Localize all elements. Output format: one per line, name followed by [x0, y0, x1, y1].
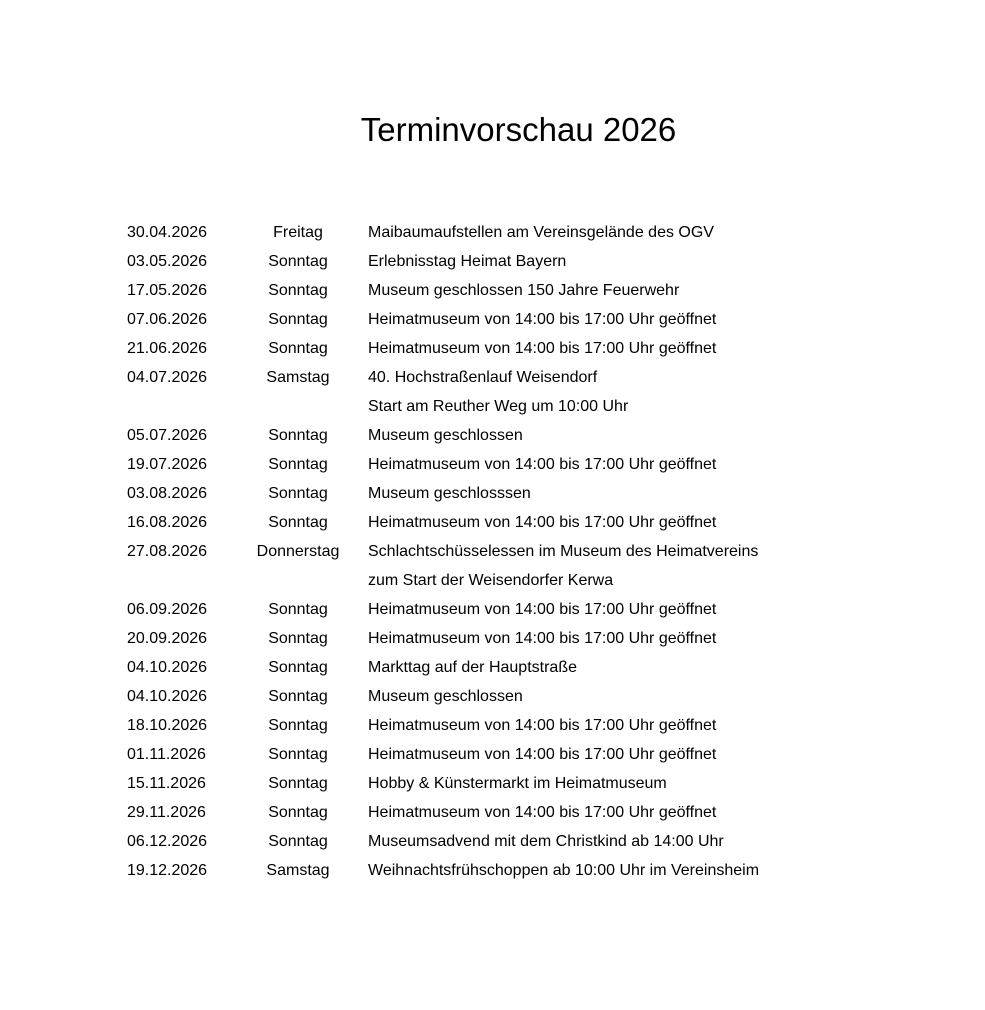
event-date: 29.11.2026 [127, 804, 206, 822]
event-date: 03.08.2026 [127, 485, 208, 503]
event-date: 17.05.2026 [127, 282, 208, 300]
event-weekday: Sonntag [268, 456, 328, 474]
event-weekday: Sonntag [268, 601, 328, 619]
schedule-row [127, 624, 925, 653]
event-date: 20.09.2026 [127, 630, 208, 648]
event-date: 16.08.2026 [127, 514, 208, 532]
event-weekday: Samstag [266, 369, 330, 387]
schedule-row [127, 856, 925, 885]
schedule-row [127, 218, 925, 247]
event-date: 27.08.2026 [127, 543, 208, 561]
event-date: 01.11.2026 [127, 746, 206, 764]
schedule-row [127, 827, 925, 856]
schedule-row [127, 769, 925, 798]
schedule-row [127, 450, 925, 479]
schedule-row-continuation [127, 566, 925, 595]
event-weekday: Sonntag [268, 282, 328, 300]
event-weekday: Sonntag [268, 804, 328, 822]
event-description: Museumsadvend mit dem Christkind ab 14:00 Uhr [368, 833, 724, 851]
event-date: 06.12.2026 [127, 833, 208, 851]
event-weekday: Sonntag [268, 630, 328, 648]
schedule-row [127, 334, 925, 363]
event-weekday: Freitag [273, 224, 323, 242]
event-description: Heimatmuseum von 14:00 bis 17:00 Uhr geöffnet [368, 746, 717, 764]
schedule-row [127, 537, 925, 566]
schedule-row [127, 595, 925, 624]
event-weekday [237, 392, 359, 421]
schedule-table [127, 218, 925, 885]
event-date: 30.04.2026 [127, 224, 208, 242]
event-weekday: Sonntag [268, 688, 328, 706]
event-weekday: Sonntag [268, 775, 328, 793]
event-date: 07.06.2026 [127, 311, 208, 329]
event-date: 15.11.2026 [127, 775, 206, 793]
event-description: Schlachtschüsselessen im Museum des Heimatvereins [368, 543, 759, 561]
event-description: Maibaumaufstellen am Vereinsgelände des OGV [368, 224, 714, 242]
event-description: Heimatmuseum von 14:00 bis 17:00 Uhr geöffnet [368, 514, 717, 532]
event-description: Start am Reuther Weg um 10:00 Uhr [368, 398, 629, 416]
event-description: Heimatmuseum von 14:00 bis 17:00 Uhr geöffnet [368, 717, 717, 735]
event-date [127, 566, 237, 595]
event-description: Heimatmuseum von 14:00 bis 17:00 Uhr geöffnet [368, 804, 717, 822]
event-description: Museum geschlosssen [368, 485, 531, 503]
schedule-row [127, 798, 925, 827]
event-description: Museum geschlossen 150 Jahre Feuerwehr [368, 282, 680, 300]
event-weekday: Sonntag [268, 833, 328, 851]
schedule-row [127, 682, 925, 711]
event-description: 40. Hochstraßenlauf Weisendorf [368, 369, 598, 387]
schedule-row [127, 711, 925, 740]
schedule-row-continuation [127, 392, 925, 421]
event-description: Erlebnisstag Heimat Bayern [368, 253, 567, 271]
schedule-row [127, 421, 925, 450]
schedule-row [127, 363, 925, 392]
schedule-row [127, 740, 925, 769]
event-description: Weihnachtsfrühschoppen ab 10:00 Uhr im Vereinsheim [368, 862, 760, 880]
event-description: Museum geschlossen [368, 427, 523, 445]
event-description: Hobby & Künstermarkt im Heimatmuseum [368, 775, 667, 793]
event-date: 18.10.2026 [127, 717, 208, 735]
event-weekday: Sonntag [268, 311, 328, 329]
event-date: 19.12.2026 [127, 862, 208, 880]
event-weekday: Sonntag [268, 253, 328, 271]
event-description: Heimatmuseum von 14:00 bis 17:00 Uhr geöffnet [368, 601, 717, 619]
event-weekday: Sonntag [268, 746, 328, 764]
event-weekday: Sonntag [268, 427, 328, 445]
event-description: zum Start der Weisendorfer Kerwa [368, 572, 614, 590]
event-date: 03.05.2026 [127, 253, 208, 271]
schedule-row [127, 276, 925, 305]
event-date: 04.07.2026 [127, 369, 208, 387]
event-weekday: Sonntag [268, 340, 328, 358]
event-description: Heimatmuseum von 14:00 bis 17:00 Uhr geöffnet [368, 311, 717, 329]
event-date [127, 392, 237, 421]
event-description: Markttag auf der Hauptstraße [368, 659, 577, 677]
event-weekday: Sonntag [268, 659, 328, 677]
schedule-row [127, 653, 925, 682]
event-date: 05.07.2026 [127, 427, 208, 445]
schedule-row [127, 508, 925, 537]
event-date: 21.06.2026 [127, 340, 208, 358]
event-weekday: Sonntag [268, 514, 328, 532]
schedule-row [127, 479, 925, 508]
event-date: 04.10.2026 [127, 659, 208, 677]
page-title: Terminvorschau 2026 [360, 111, 677, 148]
event-weekday [237, 566, 359, 595]
event-weekday: Donnerstag [256, 543, 340, 561]
event-date: 06.09.2026 [127, 601, 208, 619]
schedule-row [127, 247, 925, 276]
event-weekday: Sonntag [268, 485, 328, 503]
event-description: Heimatmuseum von 14:00 bis 17:00 Uhr geöffnet [368, 456, 717, 474]
event-weekday: Sonntag [268, 717, 328, 735]
event-date: 04.10.2026 [127, 688, 208, 706]
event-weekday: Samstag [266, 862, 330, 880]
event-description: Heimatmuseum von 14:00 bis 17:00 Uhr geöffnet [368, 340, 717, 358]
event-description: Museum geschlossen [368, 688, 523, 706]
schedule-row [127, 305, 925, 334]
event-description: Heimatmuseum von 14:00 bis 17:00 Uhr geöffnet [368, 630, 717, 648]
event-date: 19.07.2026 [127, 456, 208, 474]
